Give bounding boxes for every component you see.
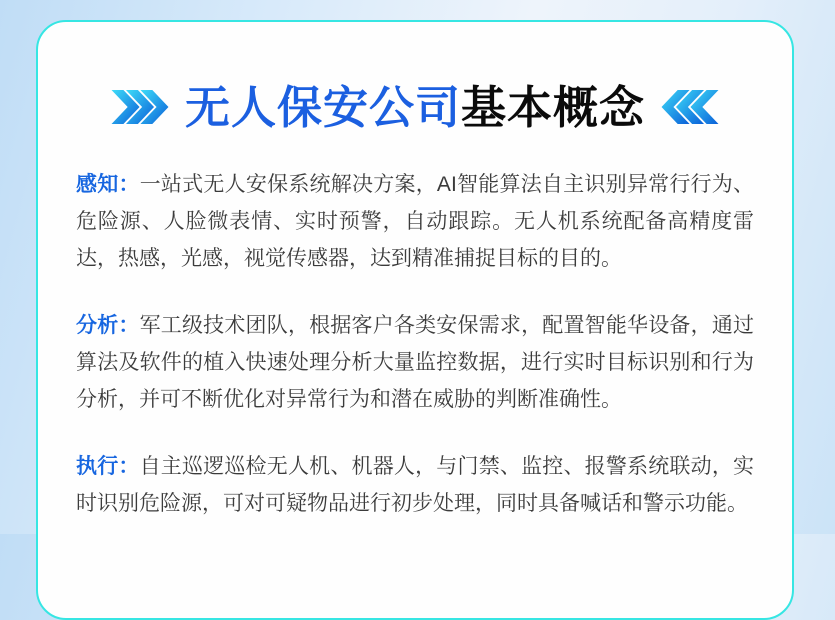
section-analysis [76,307,754,418]
page-title-rest: 基本概念 [461,81,646,133]
section-analysis-text: 军工级技术团队，根据客户各类安保需求，配置智能华设备，通过算法及软件的植入快速处理分析大量监控数据，进行实时目标识别和行为分析，并可不断优化对异常行为和潜在威胁的判断准确性。 [76,314,755,411]
triple-chevron-right-icon [111,90,169,124]
content-card [36,20,794,620]
section-perception-text: 一站式无人安保系统解决方案，AI智能算法自主识别异常行行为、危险源、人脸微表情、实时预警，自动跟踪。无人机系统配备高精度雷达，热感，光感，视觉传感器，达到精准捕捉目标的目的。 [76,173,755,270]
section-perception [76,166,754,277]
page-title [184,81,646,133]
title-row [76,75,754,139]
page-title-highlight: 无人保安公司 [184,81,461,133]
section-execution-label: 执行： [76,455,140,478]
section-perception-label: 感知： [76,173,140,196]
section-execution [76,448,754,522]
section-analysis-label: 分析： [76,314,140,337]
section-execution-text: 自主巡逻巡检无人机、机器人，与门禁、监控、报警系统联动，实时识别危险源，可对可疑物品进行初步处理，同时具备喊话和警示功能。 [76,455,755,515]
triple-chevron-left-icon [661,90,719,124]
